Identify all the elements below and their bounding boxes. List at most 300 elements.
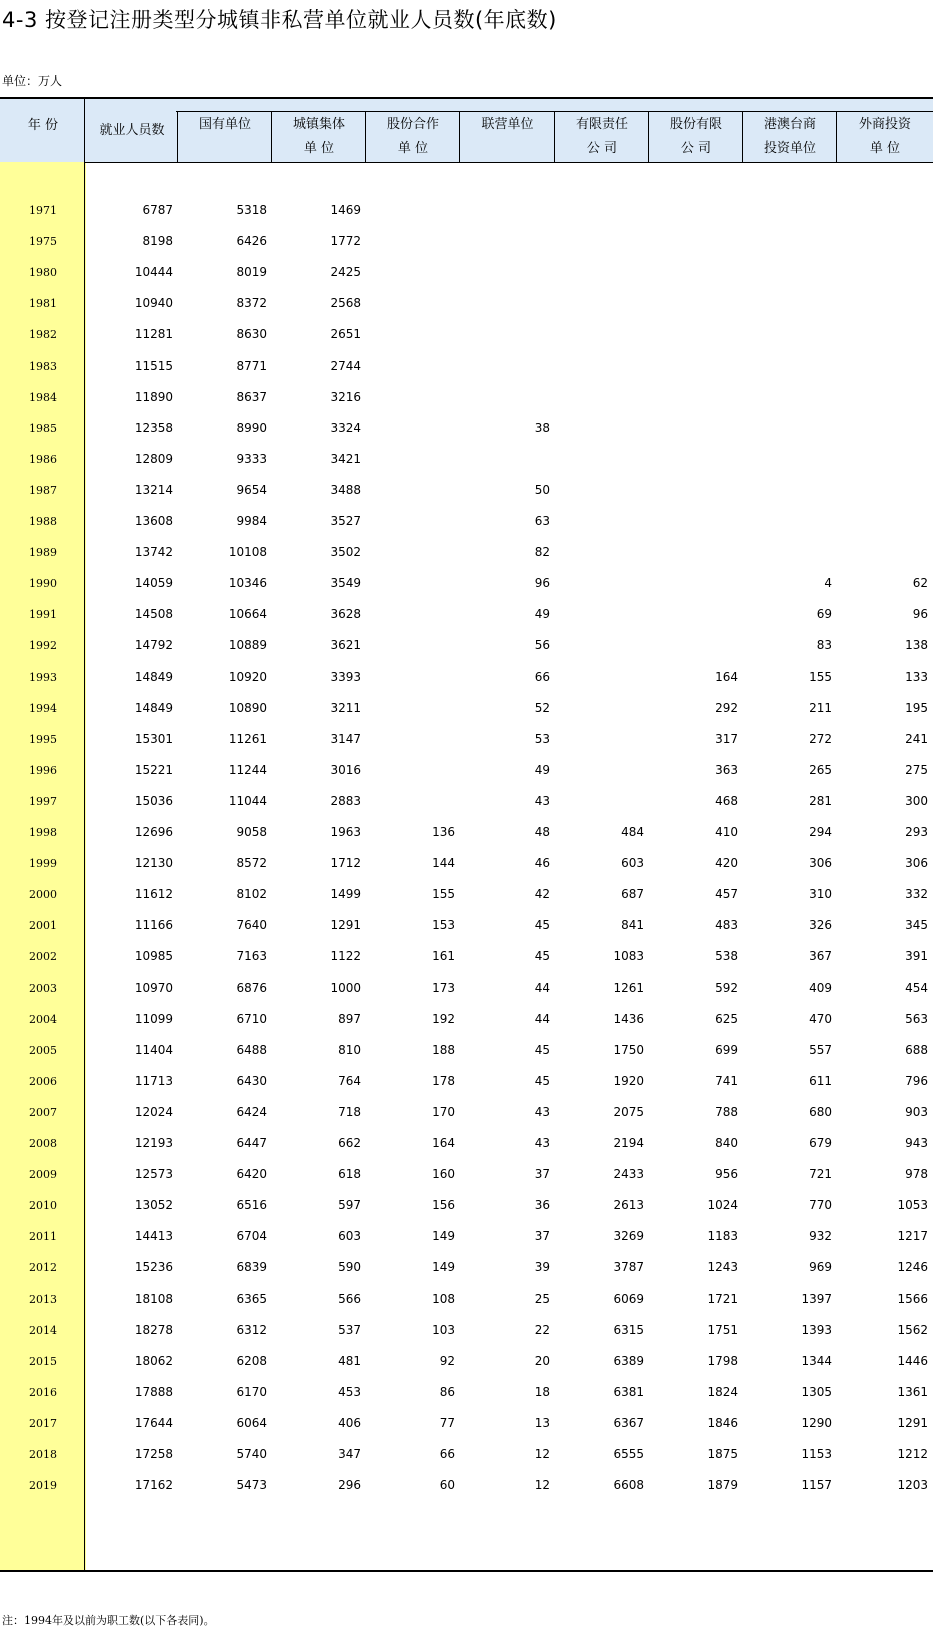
- table-cell: 1875: [707, 1447, 738, 1461]
- table-cell: 108: [432, 1291, 455, 1306]
- table-cell: 66: [534, 669, 550, 684]
- table-cell: 6876: [236, 980, 267, 995]
- table-cell: 14849: [134, 700, 173, 715]
- table-cell: 2613: [613, 1198, 644, 1213]
- table-cell: 592: [715, 980, 738, 995]
- table-cell: 680: [809, 1104, 832, 1119]
- table-cell: 1446: [897, 1353, 928, 1368]
- table-cell: 12809: [134, 451, 173, 466]
- header-shareholding: [649, 97, 743, 162]
- header-line: 港澳台商: [763, 117, 816, 132]
- table-cell: 10970: [134, 980, 173, 995]
- table-cell: 1212: [897, 1447, 928, 1461]
- table-cell: 52: [534, 700, 550, 715]
- table-cell: 153: [432, 918, 455, 933]
- table-cell: 310: [809, 887, 832, 902]
- table-cell: 1183: [707, 1229, 738, 1244]
- table-cell: 1712: [330, 856, 361, 871]
- table-cell: 103: [432, 1322, 455, 1337]
- table-cell: 10920: [228, 669, 267, 684]
- table-cell: 12193: [134, 1136, 173, 1150]
- table-cell: 13214: [134, 482, 173, 497]
- table-cell: 8771: [236, 358, 267, 373]
- table-cell: 6787: [142, 203, 173, 217]
- table-cell: 3527: [330, 514, 361, 528]
- table-cell: 603: [621, 856, 644, 871]
- table-row-year: 2019: [29, 1479, 57, 1493]
- table-rule: [84, 162, 933, 163]
- table-cell: 15036: [134, 793, 173, 808]
- table-cell: 11612: [134, 887, 173, 902]
- header-hmt: [743, 97, 837, 162]
- table-cell: 810: [338, 1042, 361, 1057]
- table-row-year: 1982: [29, 328, 57, 342]
- table-cell: 1291: [330, 918, 361, 933]
- table-cell: 943: [905, 1136, 928, 1150]
- table-cell: 144: [432, 856, 455, 871]
- table-cell: 22: [534, 1322, 550, 1337]
- table-cell: 6389: [613, 1353, 644, 1368]
- table-cell: 2568: [330, 296, 361, 311]
- table-cell: 37: [534, 1167, 550, 1182]
- table-cell: 3016: [330, 762, 361, 777]
- table-cell: 11166: [134, 918, 173, 933]
- table-cell: 138: [905, 638, 928, 653]
- table-cell: 12358: [134, 420, 173, 435]
- table-cell: 8198: [142, 234, 173, 249]
- table-cell: 367: [809, 949, 832, 964]
- table-cell: 8630: [236, 327, 267, 342]
- table-cell: 195: [905, 700, 928, 715]
- table-cell: 17258: [134, 1447, 173, 1461]
- table-row-year: 2011: [29, 1230, 57, 1244]
- table-rule: [836, 111, 837, 162]
- table-rule: [554, 111, 555, 162]
- table-cell: 10664: [228, 607, 267, 622]
- header-line: 联营单位: [481, 117, 534, 132]
- table-cell: 1153: [801, 1447, 832, 1461]
- table-cell: 597: [338, 1198, 361, 1213]
- table-cell: 699: [715, 1042, 738, 1057]
- table-cell: 1361: [897, 1384, 928, 1399]
- table-cell: 241: [905, 731, 928, 746]
- table-cell: 345: [905, 918, 928, 933]
- table-cell: 136: [432, 825, 455, 839]
- table-cell: 62: [912, 576, 928, 591]
- table-cell: 1751: [707, 1322, 738, 1337]
- table-row-year: 2008: [29, 1137, 57, 1150]
- table-row-year: 2004: [29, 1012, 57, 1026]
- table-cell: 164: [715, 669, 738, 684]
- table-row-year: 1984: [29, 390, 57, 404]
- table-cell: 6367: [613, 1415, 644, 1430]
- table-cell: 192: [432, 1011, 455, 1026]
- header-line: 就业人员数: [99, 123, 165, 138]
- table-row-year: 2013: [29, 1292, 57, 1306]
- table-cell: 3216: [330, 389, 361, 404]
- table-cell: 978: [905, 1167, 928, 1182]
- table-cell: 20: [534, 1353, 550, 1368]
- table-cell: 161: [432, 949, 455, 964]
- header-line: 年 份: [27, 118, 59, 133]
- table-cell: 538: [715, 949, 738, 964]
- table-cell: 281: [809, 793, 832, 808]
- table-cell: 306: [905, 856, 928, 871]
- table-cell: 38: [534, 420, 550, 435]
- table-cell: 44: [534, 1011, 550, 1026]
- table-row-year: 1999: [29, 857, 57, 871]
- table-cell: 18: [534, 1384, 550, 1399]
- table-cell: 60: [439, 1478, 455, 1493]
- table-cell: 1122: [330, 949, 361, 964]
- table-cell: 66: [439, 1447, 455, 1461]
- table-cell: 83: [816, 638, 832, 653]
- table-cell: 3488: [330, 482, 361, 497]
- table-cell: 406: [338, 1415, 361, 1430]
- table-cell: 6839: [236, 1260, 267, 1275]
- table-cell: 43: [534, 1104, 550, 1119]
- table-row-year: 2010: [29, 1199, 57, 1213]
- table-cell: 10889: [228, 638, 267, 653]
- table-cell: 306: [809, 856, 832, 871]
- table-cell: 590: [338, 1260, 361, 1275]
- header-line: 公 司: [586, 141, 618, 156]
- header-joint: [460, 97, 555, 162]
- table-row-year: 1971: [29, 204, 57, 217]
- table-cell: 149: [432, 1260, 455, 1275]
- table-cell: 300: [905, 793, 928, 808]
- table-cell: 1246: [897, 1260, 928, 1275]
- table-cell: 718: [338, 1104, 361, 1119]
- table-cell: 10890: [228, 700, 267, 715]
- table-cell: 13742: [134, 545, 173, 560]
- table-cell: 1750: [613, 1042, 644, 1057]
- table-row-year: 1988: [29, 515, 57, 528]
- table-cell: 45: [534, 918, 550, 933]
- table-cell: 292: [715, 700, 738, 715]
- table-cell: 11244: [228, 762, 267, 777]
- table-cell: 178: [432, 1073, 455, 1088]
- table-cell: 3628: [330, 607, 361, 622]
- table-cell: 1290: [801, 1415, 832, 1430]
- table-cell: 603: [338, 1229, 361, 1244]
- table-cell: 3269: [613, 1229, 644, 1244]
- table-cell: 8372: [236, 296, 267, 311]
- table-cell: 969: [809, 1260, 832, 1275]
- table-cell: 12: [534, 1447, 550, 1461]
- table-row-year: 1994: [29, 701, 57, 715]
- table-cell: 3549: [330, 576, 361, 591]
- header-line: 投资单位: [763, 141, 816, 156]
- table-cell: 6170: [236, 1384, 267, 1399]
- table-cell: 6710: [236, 1011, 267, 1026]
- table-cell: 1721: [707, 1291, 738, 1306]
- table-cell: 96: [534, 576, 550, 591]
- header-line: 国有单位: [198, 117, 251, 132]
- table-cell: 164: [432, 1136, 455, 1150]
- table-cell: 173: [432, 980, 455, 995]
- table-cell: 420: [715, 856, 738, 871]
- table-row-year: 2017: [29, 1416, 57, 1430]
- table-cell: 92: [439, 1353, 455, 1368]
- table-cell: 2425: [330, 265, 361, 280]
- table-cell: 332: [905, 887, 928, 902]
- table-cell: 63: [534, 514, 550, 528]
- table-row-year: 1980: [29, 266, 57, 280]
- header-limited_liability: [555, 97, 649, 162]
- table-row-year: 1992: [29, 639, 57, 653]
- table-cell: 156: [432, 1198, 455, 1213]
- table-cell: 170: [432, 1104, 455, 1119]
- table-cell: 1053: [897, 1198, 928, 1213]
- table-cell: 6426: [236, 234, 267, 249]
- table-cell: 470: [809, 1011, 832, 1026]
- table-cell: 6420: [236, 1167, 267, 1182]
- table-rule: [365, 111, 366, 162]
- table-cell: 3621: [330, 638, 361, 653]
- table-cell: 13: [534, 1415, 550, 1430]
- table-cell: 8019: [236, 265, 267, 280]
- table-cell: 42: [534, 887, 550, 902]
- table-cell: 3324: [330, 420, 361, 435]
- table-cell: 796: [905, 1073, 928, 1088]
- table-cell: 3393: [330, 669, 361, 684]
- table-rule: [0, 1570, 933, 1572]
- table-cell: 11281: [134, 327, 173, 342]
- table-cell: 294: [809, 825, 832, 839]
- table-cell: 11404: [134, 1042, 173, 1057]
- table-cell: 1024: [707, 1198, 738, 1213]
- table-cell: 1203: [897, 1478, 928, 1493]
- table-cell: 840: [715, 1136, 738, 1150]
- header-line: 单 位: [303, 141, 335, 156]
- header-cooperative: [366, 97, 460, 162]
- table-cell: 687: [621, 887, 644, 902]
- table-cell: 155: [809, 669, 832, 684]
- table-cell: 77: [439, 1415, 455, 1430]
- table-row-year: 2006: [29, 1074, 57, 1088]
- table-cell: 10940: [134, 296, 173, 311]
- table-cell: 1562: [897, 1322, 928, 1337]
- table-cell: 9984: [236, 514, 267, 528]
- table-cell: 1798: [707, 1353, 738, 1368]
- table-cell: 563: [905, 1011, 928, 1026]
- table-row-year: 2014: [29, 1323, 57, 1337]
- table-cell: 484: [621, 825, 644, 839]
- table-cell: 1772: [330, 234, 361, 249]
- header-foreign: [837, 97, 933, 162]
- table-cell: 17644: [134, 1415, 173, 1430]
- table-cell: 6315: [613, 1322, 644, 1337]
- table-cell: 3211: [330, 700, 361, 715]
- table-cell: 409: [809, 980, 832, 995]
- table-cell: 15301: [134, 731, 173, 746]
- footnote: 注：1994年及以前为职工数(以下各表同)。: [2, 1614, 215, 1627]
- table-cell: 903: [905, 1104, 928, 1119]
- header-line: 外商投资: [858, 117, 911, 132]
- table-cell: 5473: [236, 1478, 267, 1493]
- table-cell: 15221: [134, 762, 173, 777]
- table-cell: 48: [534, 825, 550, 839]
- table-cell: 10985: [134, 949, 173, 964]
- table-cell: 36: [534, 1198, 550, 1213]
- table-cell: 611: [809, 1073, 832, 1088]
- table-row-year: 2018: [29, 1448, 57, 1461]
- header-line: 公 司: [680, 141, 712, 156]
- table-cell: 11515: [134, 358, 173, 373]
- table-cell: 14508: [134, 607, 173, 622]
- header-line: 单 位: [397, 141, 429, 156]
- table-cell: 897: [338, 1011, 361, 1026]
- table-row-year: 1987: [29, 483, 57, 497]
- table-cell: 1566: [897, 1291, 928, 1306]
- table-cell: 2075: [613, 1104, 644, 1119]
- table-rule: [176, 111, 933, 112]
- table-cell: 11261: [228, 731, 267, 746]
- table-cell: 841: [621, 918, 644, 933]
- table-cell: 6381: [613, 1384, 644, 1399]
- table-cell: 5740: [236, 1447, 267, 1461]
- table-cell: 13608: [134, 514, 173, 528]
- table-cell: 2433: [613, 1167, 644, 1182]
- table-cell: 688: [905, 1042, 928, 1057]
- table-cell: 662: [338, 1136, 361, 1150]
- header-total: [86, 97, 178, 162]
- table-cell: 1291: [897, 1415, 928, 1430]
- table-cell: 3502: [330, 545, 361, 560]
- table-cell: 39: [534, 1260, 550, 1275]
- header-year: [0, 97, 86, 162]
- table-cell: 3787: [613, 1260, 644, 1275]
- table-cell: 6430: [236, 1073, 267, 1088]
- table-cell: 82: [534, 545, 550, 560]
- table-cell: 14059: [134, 576, 173, 591]
- table-cell: 1243: [707, 1260, 738, 1275]
- table-cell: 43: [534, 793, 550, 808]
- table-cell: 557: [809, 1042, 832, 1057]
- table-row-year: 1996: [29, 763, 57, 777]
- table-cell: 53: [534, 731, 550, 746]
- table-cell: 457: [715, 887, 738, 902]
- table-cell: 3147: [330, 731, 361, 746]
- table-cell: 9058: [236, 825, 267, 839]
- table-row-year: 2012: [29, 1261, 57, 1275]
- table-cell: 1499: [330, 887, 361, 902]
- table-cell: 272: [809, 731, 832, 746]
- table-cell: 12024: [134, 1104, 173, 1119]
- table-cell: 1000: [330, 980, 361, 995]
- table-cell: 86: [439, 1384, 455, 1399]
- table-cell: 566: [338, 1291, 361, 1306]
- table-cell: 2651: [330, 327, 361, 342]
- table-cell: 10444: [134, 265, 173, 280]
- table-cell: 265: [809, 762, 832, 777]
- table-row-year: 2016: [29, 1385, 57, 1399]
- table-cell: 49: [534, 762, 550, 777]
- table-cell: 211: [809, 700, 832, 715]
- table-cell: 25: [534, 1291, 550, 1306]
- table-cell: 7640: [236, 918, 267, 933]
- table-cell: 956: [715, 1167, 738, 1182]
- table-cell: 1305: [801, 1384, 832, 1399]
- table-row-year: 2015: [29, 1354, 57, 1368]
- table-row-year: 1989: [29, 546, 57, 560]
- table-cell: 1393: [801, 1322, 832, 1337]
- table-row-year: 2007: [29, 1105, 57, 1119]
- header-urban_collective: [272, 97, 366, 162]
- table-cell: 9654: [236, 482, 267, 497]
- table-cell: 17888: [134, 1384, 173, 1399]
- table-row-year: 1993: [29, 670, 57, 684]
- table-cell: 481: [338, 1353, 361, 1368]
- table-rule: [271, 111, 272, 162]
- table-rule: [648, 111, 649, 162]
- table-cell: 5318: [236, 203, 267, 217]
- table-cell: 45: [534, 1042, 550, 1057]
- table-cell: 468: [715, 793, 738, 808]
- table-cell: 6208: [236, 1353, 267, 1368]
- table-cell: 12696: [134, 825, 173, 839]
- table-cell: 6069: [613, 1291, 644, 1306]
- table-cell: 317: [715, 731, 738, 746]
- table-row-year: 1983: [29, 359, 57, 373]
- table-cell: 1436: [613, 1011, 644, 1026]
- table-cell: 49: [534, 607, 550, 622]
- table-cell: 4: [824, 576, 832, 591]
- table-row-year: 1998: [29, 826, 57, 839]
- table-row-year: 1985: [29, 421, 57, 435]
- unit-label: 单位：万人: [2, 74, 63, 88]
- table-cell: 6608: [613, 1478, 644, 1493]
- table-cell: 10346: [228, 576, 267, 591]
- table-cell: 9333: [236, 451, 267, 466]
- table-cell: 8637: [236, 389, 267, 404]
- table-cell: 932: [809, 1229, 832, 1244]
- table-cell: 6555: [613, 1447, 644, 1461]
- table-cell: 14792: [134, 638, 173, 653]
- table-cell: 788: [715, 1104, 738, 1119]
- table-cell: 96: [912, 607, 928, 622]
- table-cell: 1397: [801, 1291, 832, 1306]
- table-row-year: 1990: [29, 577, 57, 591]
- table-cell: 50: [534, 482, 550, 497]
- table-cell: 6365: [236, 1291, 267, 1306]
- table-cell: 10108: [228, 545, 267, 560]
- table-cell: 7163: [236, 949, 267, 964]
- table-cell: 133: [905, 669, 928, 684]
- table-cell: 17162: [134, 1478, 173, 1493]
- table-cell: 293: [905, 825, 928, 839]
- page-title: 4-3 按登记注册类型分城镇非私营单位就业人员数(年底数): [2, 8, 557, 32]
- header-line: 单 位: [869, 141, 901, 156]
- table-cell: 454: [905, 980, 928, 995]
- table-cell: 625: [715, 1011, 738, 1026]
- header-line: 股份合作: [386, 117, 439, 132]
- header-state_owned: [178, 97, 272, 162]
- table-cell: 1824: [707, 1384, 738, 1399]
- table-cell: 56: [534, 638, 550, 653]
- table-cell: 8990: [236, 420, 267, 435]
- table-row-year: 1975: [29, 235, 57, 249]
- table-cell: 6704: [236, 1229, 267, 1244]
- table-cell: 11713: [134, 1073, 173, 1088]
- table-cell: 15236: [134, 1260, 173, 1275]
- table-row-year: 2003: [29, 981, 57, 995]
- table-cell: 391: [905, 949, 928, 964]
- table-cell: 149: [432, 1229, 455, 1244]
- table-row-year: 2000: [29, 888, 57, 902]
- table-row-year: 1995: [29, 732, 57, 746]
